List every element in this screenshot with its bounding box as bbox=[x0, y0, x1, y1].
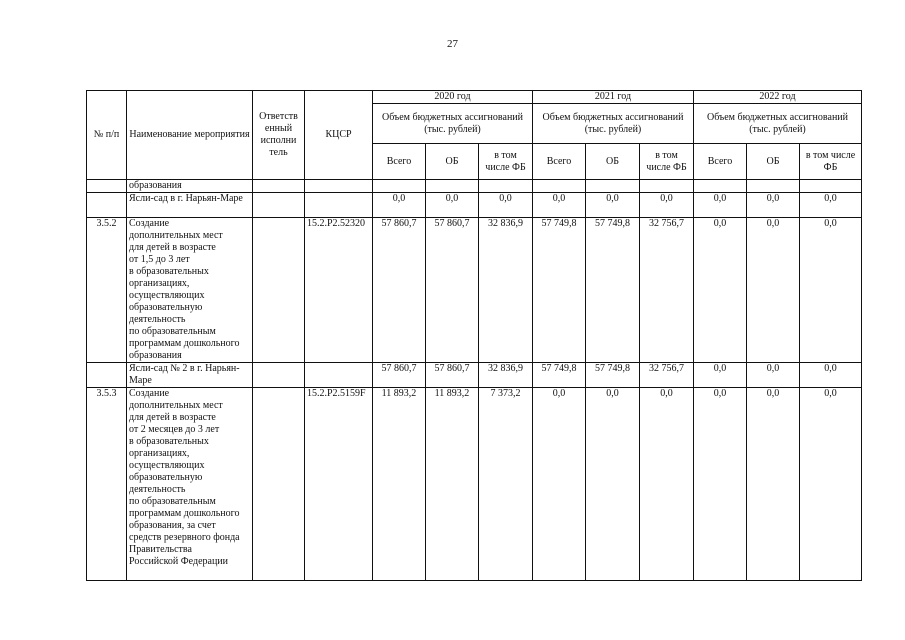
header-year-2022: 2022 год bbox=[694, 91, 862, 104]
value-cell: 0,0 bbox=[800, 193, 862, 218]
row-num: 3.5.2 bbox=[87, 218, 127, 363]
row-name: Создание дополнительных мест для детей в возрасте от 1,5 до 3 лет в образовательных организациях, осуществляющих образовательную деятельность по образовательным программам дошкольного образования bbox=[127, 218, 253, 363]
value-cell: 0,0 bbox=[747, 218, 800, 363]
value-cell: 11 893,2 bbox=[373, 388, 426, 581]
value-cell: 7 373,2 bbox=[479, 388, 533, 581]
value-cell: 0,0 bbox=[479, 193, 533, 218]
value-cell bbox=[694, 180, 747, 193]
value-cell: 0,0 bbox=[800, 218, 862, 363]
value-cell bbox=[479, 180, 533, 193]
header-total-2020: Всего bbox=[373, 144, 426, 180]
header-volume-2020: Объем бюджетных ассигнований (тыс. рублей) bbox=[373, 104, 533, 144]
table-row bbox=[87, 218, 862, 363]
row-num bbox=[87, 193, 127, 218]
value-cell: 0,0 bbox=[800, 363, 862, 388]
value-cell: 57 749,8 bbox=[533, 218, 586, 363]
value-cell: 0,0 bbox=[747, 388, 800, 581]
row-name: Создание дополнительных мест для детей в возрасте от 2 месяцев до 3 лет в образовательных организациях, осуществляющих образовательную деятельность по образовательным программам дошкольного образования, за счет средств резервного фонда Правительства Российской Федерации bbox=[127, 388, 253, 581]
header-volume-2021: Объем бюджетных ассигнований (тыс. рублей) bbox=[533, 104, 694, 144]
value-cell: 57 860,7 bbox=[426, 218, 479, 363]
row-num bbox=[87, 180, 127, 193]
header-year-2020: 2020 год bbox=[373, 91, 533, 104]
row-kcsr bbox=[305, 180, 373, 193]
header-year-2021: 2021 год bbox=[533, 91, 694, 104]
row-num: 3.5.3 bbox=[87, 388, 127, 581]
value-cell: 0,0 bbox=[694, 193, 747, 218]
row-name: Ясли-сад в г. Нарьян-Маре bbox=[127, 193, 253, 218]
row-kcsr: 15.2.P2.52320 bbox=[305, 218, 373, 363]
value-cell: 57 749,8 bbox=[586, 363, 640, 388]
row-name: образования bbox=[127, 180, 253, 193]
value-cell: 32 836,9 bbox=[479, 218, 533, 363]
header-ob-2021: ОБ bbox=[586, 144, 640, 180]
value-cell: 0,0 bbox=[747, 363, 800, 388]
row-name: Ясли-сад № 2 в г. Нарьян-Маре bbox=[127, 363, 253, 388]
value-cell bbox=[586, 180, 640, 193]
header-kcsr: КЦСР bbox=[305, 91, 373, 180]
header-total-2022: Всего bbox=[694, 144, 747, 180]
header-name: Наименование мероприятия bbox=[127, 91, 253, 180]
value-cell: 0,0 bbox=[426, 193, 479, 218]
header-num: № п/п bbox=[87, 91, 127, 180]
row-responsible bbox=[253, 180, 305, 193]
header-ob-2020: ОБ bbox=[426, 144, 479, 180]
value-cell: 0,0 bbox=[533, 388, 586, 581]
value-cell bbox=[640, 180, 694, 193]
header-fb-2021: в том числе ФБ bbox=[640, 144, 694, 180]
row-responsible bbox=[253, 388, 305, 581]
row-kcsr bbox=[305, 363, 373, 388]
value-cell bbox=[800, 180, 862, 193]
table-row bbox=[87, 193, 862, 218]
header-fb-2020: в том числе ФБ bbox=[479, 144, 533, 180]
value-cell: 32 836,9 bbox=[479, 363, 533, 388]
row-responsible bbox=[253, 218, 305, 363]
row-kcsr: 15.2.P2.5159F bbox=[305, 388, 373, 581]
value-cell: 57 860,7 bbox=[373, 218, 426, 363]
value-cell: 32 756,7 bbox=[640, 363, 694, 388]
row-kcsr bbox=[305, 193, 373, 218]
value-cell: 0,0 bbox=[694, 363, 747, 388]
header-fb-2022: в том числе ФБ bbox=[800, 144, 862, 180]
value-cell: 57 860,7 bbox=[426, 363, 479, 388]
value-cell: 32 756,7 bbox=[640, 218, 694, 363]
value-cell: 0,0 bbox=[694, 388, 747, 581]
table-row bbox=[87, 388, 862, 581]
row-responsible bbox=[253, 193, 305, 218]
value-cell bbox=[533, 180, 586, 193]
header-ob-2022: ОБ bbox=[747, 144, 800, 180]
header-responsible: Ответств енный исполни тель bbox=[253, 91, 305, 180]
value-cell: 0,0 bbox=[694, 218, 747, 363]
value-cell: 0,0 bbox=[640, 388, 694, 581]
value-cell: 0,0 bbox=[800, 388, 862, 581]
value-cell: 0,0 bbox=[747, 193, 800, 218]
row-num bbox=[87, 363, 127, 388]
value-cell bbox=[747, 180, 800, 193]
value-cell bbox=[373, 180, 426, 193]
page-number: 27 bbox=[447, 38, 458, 50]
value-cell: 0,0 bbox=[586, 193, 640, 218]
value-cell: 0,0 bbox=[586, 388, 640, 581]
value-cell: 0,0 bbox=[640, 193, 694, 218]
table-row bbox=[87, 363, 862, 388]
value-cell: 0,0 bbox=[373, 193, 426, 218]
value-cell: 57 749,8 bbox=[533, 363, 586, 388]
value-cell: 0,0 bbox=[533, 193, 586, 218]
value-cell bbox=[426, 180, 479, 193]
table-row bbox=[87, 180, 862, 193]
header-total-2021: Всего bbox=[533, 144, 586, 180]
row-responsible bbox=[253, 363, 305, 388]
value-cell: 11 893,2 bbox=[426, 388, 479, 581]
budget-table bbox=[86, 90, 862, 581]
value-cell: 57 749,8 bbox=[586, 218, 640, 363]
header-volume-2022: Объем бюджетных ассигнований (тыс. рублей) bbox=[694, 104, 862, 144]
value-cell: 57 860,7 bbox=[373, 363, 426, 388]
